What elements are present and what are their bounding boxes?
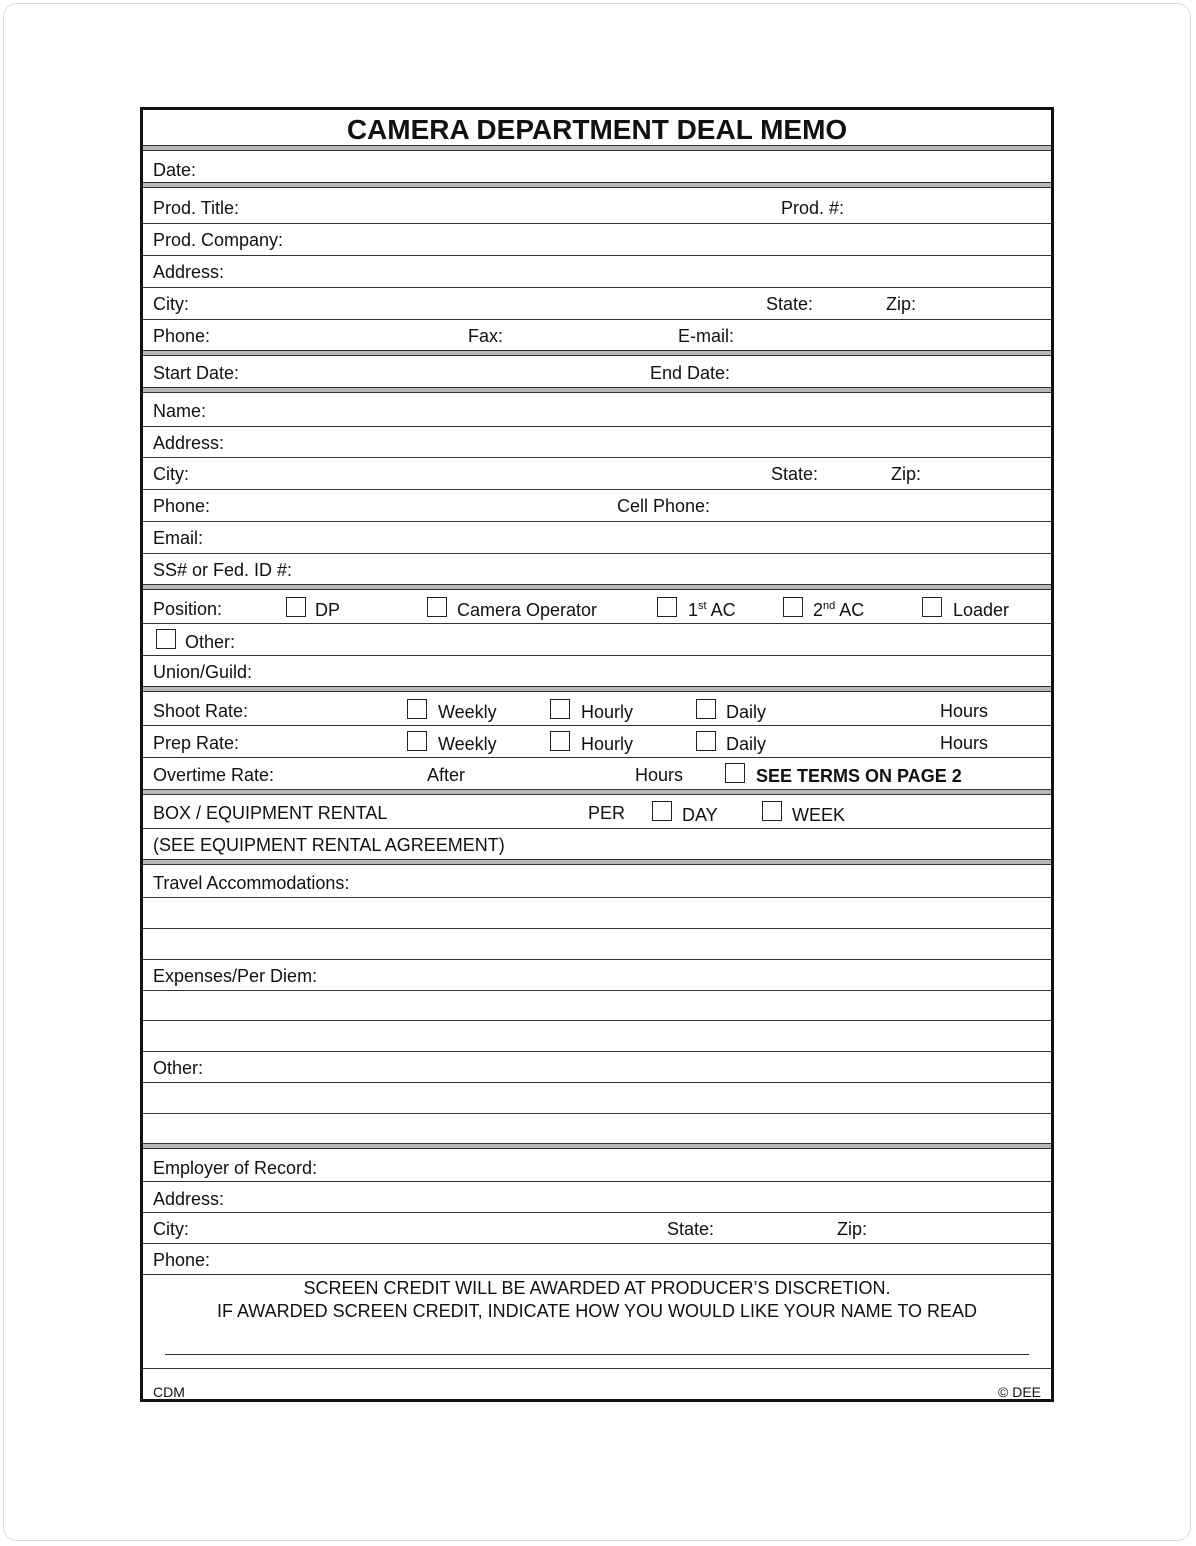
- end-date-label: End Date:: [650, 363, 731, 383]
- prep-daily-checkbox[interactable]: [696, 731, 716, 751]
- deal-memo-form: [140, 107, 1054, 1402]
- crew-zip-label: Zip:: [891, 464, 922, 484]
- rental-week-checkbox[interactable]: [762, 801, 782, 821]
- shoot-weekly-checkbox[interactable]: [407, 699, 427, 719]
- overtime-after-label: After: [427, 765, 466, 785]
- section-divider: [143, 584, 1051, 590]
- crew-state-label: State:: [771, 464, 819, 484]
- loader-checkbox[interactable]: [922, 597, 942, 617]
- loader-label: Loader: [953, 600, 1010, 620]
- overtime-hours-label: Hours: [635, 765, 684, 785]
- section-divider: [143, 145, 1051, 151]
- row-line: [143, 319, 1051, 320]
- prep-weekly-checkbox[interactable]: [407, 731, 427, 751]
- date-label: Date:: [153, 160, 197, 180]
- row-line: [143, 623, 1051, 624]
- shoot-weekly-label: Weekly: [438, 702, 497, 722]
- prod-phone-label: Phone:: [153, 326, 211, 346]
- prep-hourly-checkbox[interactable]: [550, 731, 570, 751]
- row-line: [143, 1243, 1051, 1244]
- prod-title-label: Prod. Title:: [153, 198, 240, 218]
- rental-day-label: DAY: [682, 805, 718, 825]
- prod-address-label: Address:: [153, 262, 225, 282]
- employer-city-label: City:: [153, 1219, 189, 1239]
- shoot-hourly-label: Hourly: [581, 702, 634, 722]
- dp-label: DP: [315, 600, 341, 620]
- row-line: [143, 287, 1051, 288]
- row-line: [143, 1020, 1051, 1021]
- row-line: [143, 828, 1051, 829]
- form-title: CAMERA DEPARTMENT DEAL MEMO: [346, 114, 848, 145]
- row-line: [143, 1274, 1051, 1275]
- prod-fax-label: Fax:: [468, 326, 504, 346]
- footer-copyright: © DEE: [998, 1384, 1041, 1400]
- section-divider: [143, 1143, 1051, 1149]
- crew-name-label: Name:: [153, 401, 207, 421]
- row-line: [143, 928, 1051, 929]
- employer-address-label: Address:: [153, 1189, 225, 1209]
- prod-email-label: E-mail:: [678, 326, 735, 346]
- row-line: [143, 1051, 1051, 1052]
- rental-agreement-note: (SEE EQUIPMENT RENTAL AGREEMENT): [153, 835, 505, 855]
- start-date-label: Start Date:: [153, 363, 240, 383]
- other-position-label: Other:: [185, 632, 236, 652]
- overtime-rate-label: Overtime Rate:: [153, 765, 275, 785]
- position-label: Position:: [153, 599, 223, 619]
- prod-zip-label: Zip:: [886, 294, 917, 314]
- prep-daily-label: Daily: [726, 734, 767, 754]
- section-divider: [143, 789, 1051, 795]
- union-guild-label: Union/Guild:: [153, 662, 253, 682]
- credit-notice-line2: IF AWARDED SCREEN CREDIT, INDICATE HOW YOU WOULD LIKE YOUR NAME TO READ: [216, 1301, 978, 1321]
- signature-line[interactable]: [165, 1354, 1029, 1355]
- footer-code: CDM: [153, 1384, 185, 1400]
- prod-number-label: Prod. #:: [781, 198, 845, 218]
- section-divider: [143, 387, 1051, 393]
- crew-ssn-label: SS# or Fed. ID #:: [153, 560, 293, 580]
- row-line: [143, 725, 1051, 726]
- prep-rate-label: Prep Rate:: [153, 733, 240, 753]
- row-line: [143, 426, 1051, 427]
- travel-label: Travel Accommodations:: [153, 873, 350, 893]
- see-terms-checkbox[interactable]: [725, 763, 745, 783]
- equipment-rental-label: BOX / EQUIPMENT RENTAL: [153, 803, 388, 823]
- shoot-hourly-checkbox[interactable]: [550, 699, 570, 719]
- rental-day-checkbox[interactable]: [652, 801, 672, 821]
- row-line: [143, 1212, 1051, 1213]
- prod-company-label: Prod. Company:: [153, 230, 284, 250]
- row-line: [143, 1082, 1051, 1083]
- row-line: [143, 457, 1051, 458]
- row-line: [143, 223, 1051, 224]
- other-position-checkbox[interactable]: [156, 629, 176, 649]
- crew-address-label: Address:: [153, 433, 225, 453]
- row-line: [143, 489, 1051, 490]
- section-divider: [143, 182, 1051, 188]
- row-line: [143, 255, 1051, 256]
- prep-weekly-label: Weekly: [438, 734, 497, 754]
- shoot-daily-label: Daily: [726, 702, 767, 722]
- prep-hourly-label: Hourly: [581, 734, 634, 754]
- employer-zip-label: Zip:: [837, 1219, 868, 1239]
- row-line: [143, 959, 1051, 960]
- camera-operator-label: Camera Operator: [457, 600, 598, 620]
- employer-state-label: State:: [667, 1219, 715, 1239]
- dp-checkbox[interactable]: [286, 597, 306, 617]
- expenses-label: Expenses/Per Diem:: [153, 966, 318, 986]
- row-line: [143, 1113, 1051, 1114]
- row-line: [143, 521, 1051, 522]
- row-line: [143, 655, 1051, 656]
- prod-city-label: City:: [153, 294, 189, 314]
- rental-week-label: WEEK: [792, 805, 846, 825]
- row-line: [143, 757, 1051, 758]
- employer-phone-label: Phone:: [153, 1250, 211, 1270]
- rental-per-label: PER: [588, 803, 626, 823]
- camera-operator-checkbox[interactable]: [427, 597, 447, 617]
- prep-hours-label: Hours: [940, 733, 989, 753]
- crew-email-label: Email:: [153, 528, 204, 548]
- row-line: [143, 553, 1051, 554]
- employer-label: Employer of Record:: [153, 1158, 318, 1178]
- crew-city-label: City:: [153, 464, 189, 484]
- shoot-daily-checkbox[interactable]: [696, 699, 716, 719]
- see-terms-label: SEE TERMS ON PAGE 2: [756, 766, 962, 786]
- first-ac-checkbox[interactable]: [657, 597, 677, 617]
- section-divider: [143, 350, 1051, 356]
- section-divider: [143, 686, 1051, 692]
- section-divider: [143, 859, 1051, 865]
- prod-state-label: State:: [766, 294, 814, 314]
- credit-notice-line1: SCREEN CREDIT WILL BE AWARDED AT PRODUCER’S DISCRETION.: [303, 1278, 891, 1298]
- second-ac-checkbox[interactable]: [783, 597, 803, 617]
- row-line: [143, 990, 1051, 991]
- shoot-rate-label: Shoot Rate:: [153, 701, 249, 721]
- other-label: Other:: [153, 1058, 204, 1078]
- crew-phone-label: Phone:: [153, 496, 211, 516]
- crew-cell-label: Cell Phone:: [617, 496, 711, 516]
- row-line: [143, 1368, 1051, 1369]
- first-ac-label: 1st AC: [688, 600, 736, 620]
- row-line: [143, 897, 1051, 898]
- second-ac-label: 2nd AC: [813, 600, 865, 620]
- shoot-hours-label: Hours: [940, 701, 989, 721]
- row-line: [143, 1181, 1051, 1182]
